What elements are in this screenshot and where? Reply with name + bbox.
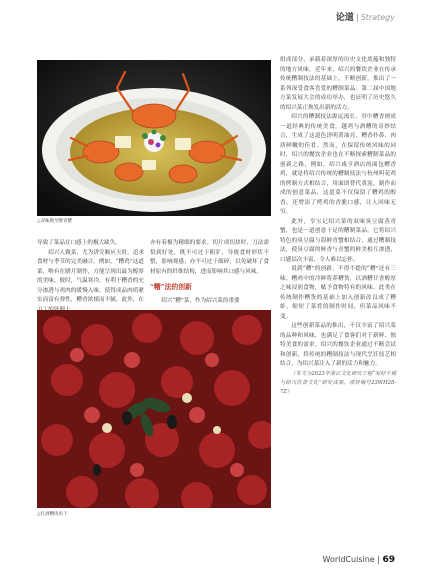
crab-dish-illustration	[37, 60, 271, 216]
page-footer: WorldCuisine | 69	[322, 555, 395, 565]
middle-column	[150, 239, 269, 306]
right-paragraph-2: 绍兴的糟制技法源远流长，其中糟香则成一道经典的传统美食。越鸡与酒糟的奇妙结合，生成了这道色泽明黄油亮、糟香扑鼻、肉质鲜嫩的佳肴。然而，在保留传统风味的同时，绍兴的餐饮企业也在不断探索糟制菜品的创新之路，例如，绍兴咸亨酒店的面包糟香鸡，就是将绍兴传统的糟制技法与杭州叫花鸡的烤制方式相结合，用面团替代黄泥，制作而成的创意菜品，这道菜不仅保留了糟鸡的醇香，还增添了烤鸡的香脆口感，让人回味无穷。	[280, 114, 396, 215]
section-title-en: Strategy	[360, 13, 395, 22]
left-paragraph-1: 导致了菜品在口感上的极大缺失。	[37, 240, 121, 246]
section-divider: |	[355, 13, 359, 23]
magazine-brand: WorldCuisine	[322, 555, 375, 564]
left-paragraph-2: 绍兴人做菜，尤为讲究顺应天时，追求食材与季节的完美融合。例如，“糟鸡”这道菜，唯有在腊月制作，方能呈现出最为醇厚的美味。彼时，气温寒冷，有利于糟香的充分渗透与鸡肉的缓慢入味，使得成品肉质紧实而富有弹性，糟香浓郁而不腻。此外，在	[37, 249, 144, 303]
footnote: （本文为2023年浙江文化研究工程“写好千城与绍兴饮食文化”研究成果，项目编号23WH28-7Z）	[280, 370, 396, 395]
right-paragraph-4: 说到“糟”的创新，不得不提的“糟”还有三味。糟鸡中的冷鲜将养糟货，以酒糟甘香醇厚之味浸润食物，赋予食物特有的风味。此类在传统制作糟货的基础上加入创新改良成了糟虾，缩短了菜肴的制作时间，但菜品风味不变。	[280, 266, 396, 320]
photo1-caption: △双味腐至醉青蟹	[37, 219, 72, 224]
page-header	[336, 10, 395, 23]
crab-dish-photo	[37, 60, 271, 216]
right-paragraph-5: 这些创新菜品的推出，不仅丰富了绍兴菜的品种和风味，也满足了食客们对于新鲜、独特美食的需求。绍兴的餐饮企业通过不断尝试和创新，将传统的糟制技法与现代烹饪技艺相结合，为绍兴菜注入了新的活力和魅力。	[280, 323, 396, 367]
photo2-caption: △红酒糟肉鱼干	[37, 512, 68, 517]
middle-paragraph-2: 绍兴“糟”菜，作为绍兴菜的重要	[161, 297, 240, 304]
page-number: 69	[382, 555, 395, 565]
middle-paragraph-1: 亦有着极为精细的要求。切片成切块时，刀法需恰到好处，既不可过于粗犷，导致食材形状不整，影响观感；亦不可过于细碎，以免破坏了食材原有的纤维结构，进而影响其口感与风味。	[150, 240, 269, 275]
right-paragraph-1: 组成部分，承载着深厚的历史文化底蕴和独特的地方风味。近年来，绍兴的餐饮企业在传承传统糟制技法的基础上，不断创新，推出了一系列深受食客喜爱的糟制菜品。第二届中国地方菜发展大会的成功举办，也证明了历史悠久的绍兴菜正焕发出新的活力。	[280, 57, 396, 111]
fish-dish-illustration	[37, 310, 271, 508]
section-title: 论道	[335, 13, 354, 23]
right-column	[280, 56, 396, 397]
red-wine-fish-photo	[37, 310, 271, 508]
left-column	[37, 239, 144, 315]
right-paragraph-3: 此外，享宝记绍兴菜的双味臭豆腐蒸青蟹，也是一道创意十足的糟制菜品，它将绍兴特色的臭豆腐与海鲜青蟹相结合，通过糟制技法，使臭豆腐的鲜香与青蟹的鲜美相互渗透，口感层次丰富，令人难以忘怀。	[280, 218, 396, 263]
subheading: “糟”法的创新	[150, 283, 192, 291]
